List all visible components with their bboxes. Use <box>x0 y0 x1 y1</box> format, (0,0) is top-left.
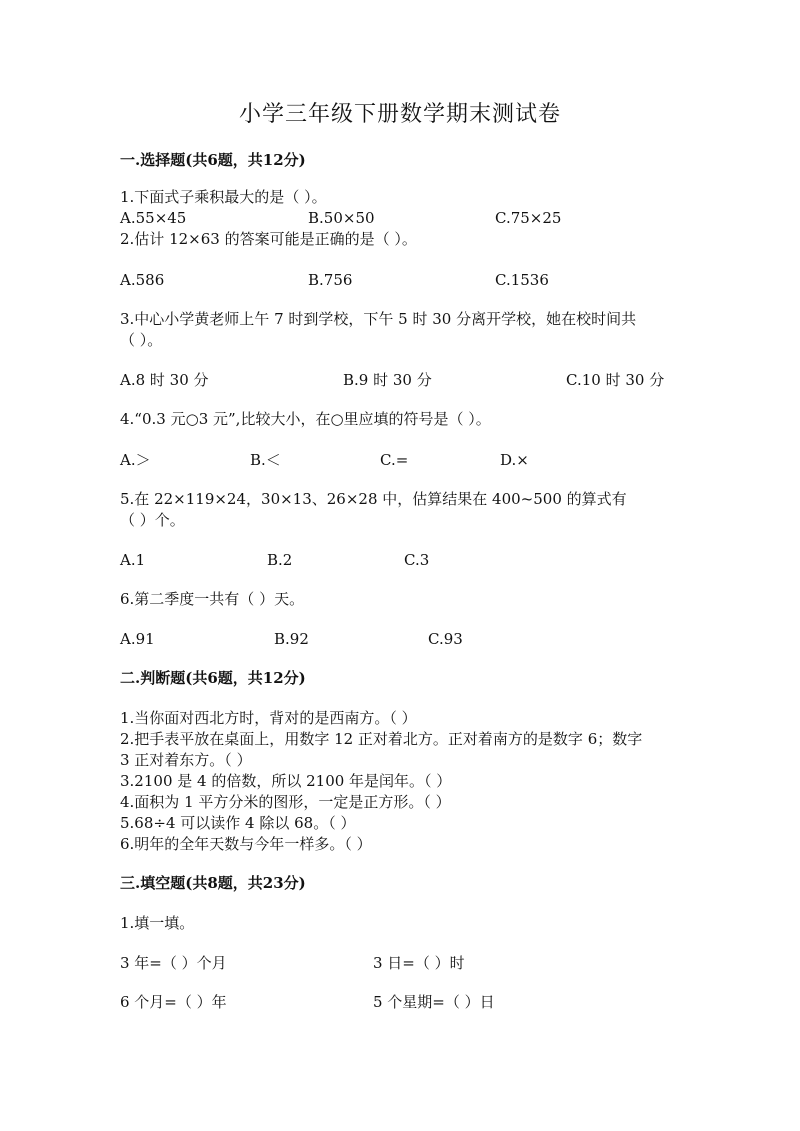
question-stem: 5.在 22×119×24，30×13、26×28 中，估算结果在 400~500 的算式有 <box>120 490 627 508</box>
judge-item: 6.明年的全年天数与今年一样多。（ ） <box>120 835 372 853</box>
option: B.＜ <box>250 451 281 469</box>
question-stem: 4.“0.3 元○3 元”,比较大小，在○里应填的符号是（ ）。 <box>120 410 491 428</box>
judge-item: 2.把手表平放在桌面上，用数字 12 正对着北方。正对着南方的是数字 6；数字 <box>120 730 643 748</box>
fill-item: 3 年=（ ）个月 <box>120 954 227 972</box>
question-stem: 1.下面式子乘积最大的是（ ）。 <box>120 188 327 206</box>
option: A.1 <box>120 551 146 569</box>
question-stem: 3.中心小学黄老师上午 7 时到学校，下午 5 时 30 分离开学校，她在校时间共 <box>120 310 637 328</box>
judge-item-continued: 3 正对着东方。（ ） <box>120 751 252 769</box>
option: C.75×25 <box>495 209 562 227</box>
option: A.91 <box>120 630 155 648</box>
section-heading-fill: 三.填空题(共8题，共23分) <box>120 874 306 892</box>
option: B.756 <box>308 271 353 289</box>
option: A.8 时 30 分 <box>120 371 209 389</box>
section-heading-choice: 一.选择题(共6题，共12分) <box>120 151 306 169</box>
option: C.10 时 30 分 <box>566 371 665 389</box>
fill-question: 1.填一填。 <box>120 914 195 932</box>
section-heading-judge: 二.判断题(共6题，共12分) <box>120 669 306 687</box>
page-title: 小学三年级下册数学期末测试卷 <box>238 102 561 127</box>
option: C.93 <box>428 630 463 648</box>
option: D.× <box>500 451 529 469</box>
option: B.2 <box>267 551 293 569</box>
judge-item: 5.68÷4 可以读作 4 除以 68。（ ） <box>120 814 356 832</box>
judge-item: 3.2100 是 4 的倍数，所以 2100 年是闰年。（ ） <box>120 772 452 790</box>
judge-item: 1.当你面对西北方时，背对的是西南方。（ ） <box>120 709 417 727</box>
option: C.1536 <box>495 271 549 289</box>
question-stem-continued: （ ）。 <box>120 331 163 349</box>
question-stem-continued: （ ）个。 <box>120 511 185 529</box>
option: A.586 <box>120 271 165 289</box>
option: B.50×50 <box>308 209 375 227</box>
fill-item: 6 个月=（ ）年 <box>120 993 227 1011</box>
option: C.3 <box>404 551 430 569</box>
question-stem: 6.第二季度一共有（ ）天。 <box>120 590 305 608</box>
option: A.55×45 <box>120 209 187 227</box>
fill-item: 3 日=（ ）时 <box>373 954 465 972</box>
judge-item: 4.面积为 1 平方分米的图形，一定是正方形。（ ） <box>120 793 451 811</box>
option: B.9 时 30 分 <box>343 371 432 389</box>
fill-item: 5 个星期=（ ）日 <box>373 993 495 1011</box>
option: B.92 <box>274 630 309 648</box>
option: A.＞ <box>120 451 151 469</box>
question-stem: 2.估计 12×63 的答案可能是正确的是（ ）。 <box>120 230 417 248</box>
option: C.= <box>380 451 409 469</box>
